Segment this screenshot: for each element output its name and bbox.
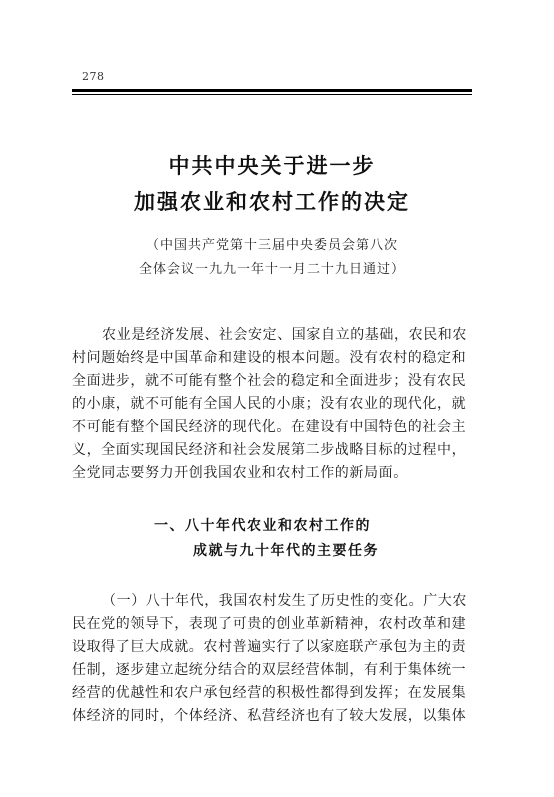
paragraph-line: 不可能有整个国民经济的现代化。在建设有中国特色的社会主 (72, 419, 467, 435)
paragraph-line: 的小康，就不可能有全国人民的小康；没有农业的现代化，就 (72, 396, 467, 412)
paragraph-line: 任制，逐步建立起统分结合的双层经营体制，有利于集体统一 (72, 662, 467, 678)
section-heading-line: 成就与九十年代的主要任务 (193, 543, 379, 559)
paragraph-line: 义，全面实现国民经济和社会发展第二步战略目标的过程中， (72, 442, 467, 458)
subtitle-line: 全体会议一九九一年十一月二十九日通过） (138, 262, 405, 277)
paragraph-line: 经营的优越性和农户承包经营的积极性都得到发挥；在发展集 (72, 685, 467, 701)
paragraph-line: 设取得了巨大成就。农村普遍实行了以家庭联产承包为主的责 (72, 639, 467, 655)
paragraph-line: 村问题始终是中国革命和建设的根本问题。没有农村的稳定和 (72, 350, 467, 366)
paragraph-line: 全党同志要努力开创我国农业和农村工作的新局面。 (72, 465, 408, 481)
page-number: 278 (82, 70, 105, 83)
title-line: 中共中央关于进一步 (168, 154, 376, 178)
paragraph-line: 体经济的同时，个体经济、私营经济也有了较大发展，以集体 (72, 708, 467, 724)
subtitle-line: （中国共产党第十三届中央委员会第八次 (145, 238, 398, 253)
title-line: 加强农业和农村工作的决定 (134, 190, 410, 214)
header-rule-thin (72, 94, 472, 95)
paragraph-line: 全面进步，就不可能有整个社会的稳定和全面进步；没有农民 (72, 373, 467, 389)
paragraph-line: 民在党的领导下，表现了可贵的创业革新精神，农村改革和建 (72, 616, 467, 632)
paragraph-line: 农业是经济发展、社会安定、国家自立的基础，农民和农 (102, 327, 467, 343)
header-rule (72, 89, 472, 92)
section-heading-line: 一、八十年代农业和农村工作的 (154, 518, 371, 534)
paragraph-line: （一）八十年代，我国农村发生了历史性的变化。广大农 (102, 593, 467, 609)
